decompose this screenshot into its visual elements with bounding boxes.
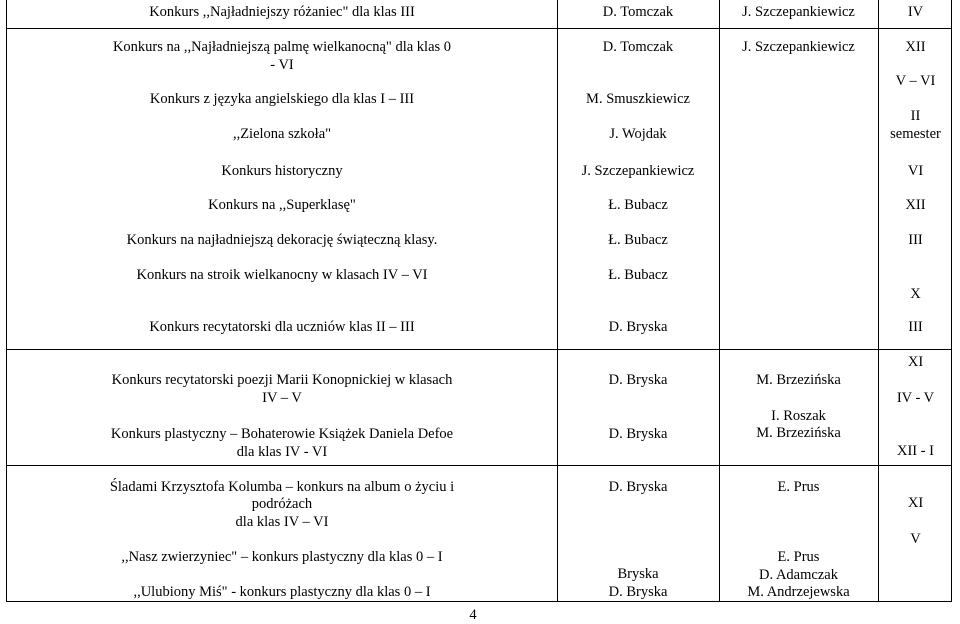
month-value: XII [905,39,926,55]
month-value: IV [907,4,924,20]
month-value: V [910,531,921,547]
teacher-name: D. Bryska [608,584,668,600]
contest-name-continued: podróżach [251,496,313,512]
contest-name-continued: - VI [270,57,294,73]
coordinator-name: J. Szczepankiewicz [742,4,855,20]
teacher-name: Ł. Bubacz [608,197,668,213]
contest-name: ,,Nasz zwierzyniec" – konkurs plastyczny dla klas 0 – I [121,549,443,565]
month-value: XII [905,197,926,213]
teacher-name: D. Bryska [608,426,668,442]
month-value: IV - V [896,390,935,406]
row-divider [7,349,951,350]
row-divider [7,465,951,466]
teacher-name: D. Tomczak [602,39,674,55]
contest-name: Konkurs recytatorski dla uczniów klas II – III [149,319,415,335]
teacher-name: Ł. Bubacz [608,232,668,248]
teacher-name: M. Smuszkiewicz [586,91,690,107]
contest-name: ,,Zielona szkoła" [232,126,332,142]
coordinator-name: M. Andrzejewska [747,584,850,600]
contest-name: Konkurs na stroik wielkanocny w klasach IV – VI [136,267,428,283]
month-value: VI [907,163,924,179]
coordinator-name: M. Brzezińska [756,372,841,388]
coordinator-name: M. Brzezińska [756,425,841,441]
contest-name: ,,Ulubiony Miś" - konkurs plastyczny dla klas 0 – I [133,584,431,600]
teacher-name: Ł. Bubacz [608,267,668,283]
teacher-name: Bryska [617,566,659,582]
month-value: X [910,286,921,302]
contest-name: Konkurs na najładniejszą dekorację świąteczną klasy. [126,232,438,248]
contest-name: Konkurs historyczny [221,163,343,179]
coordinator-name: D. Adamczak [759,567,838,583]
coordinator-name: E. Prus [777,479,820,495]
contest-name: Śladami Krzysztofa Kolumba – konkurs na album o życiu i [109,479,455,495]
contest-name-continued: dla klas IV - VI [236,444,328,460]
month-value: II [910,108,921,124]
teacher-name: D. Bryska [608,319,668,335]
teacher-name: D. Bryska [608,372,668,388]
contest-name-continued: IV – V [262,390,302,406]
contest-name: Konkurs ,,Najładniejszy różaniec" dla klas III [149,4,415,20]
month-value: XI [907,495,924,511]
contest-name: Konkurs na ,,Najładniejszą palmę wielkanocną" dla klas 0 [112,39,452,55]
month-value: III [908,319,923,335]
column-divider [719,0,720,601]
coordinator-name: J. Szczepankiewicz [742,39,855,55]
coordinator-name: E. Prus [777,549,820,565]
contest-name-continued: dla klas IV – VI [235,514,329,530]
page-number: 4 [469,607,477,623]
contest-table [6,0,952,602]
month-value: XII - I [896,443,935,459]
teacher-name: D. Tomczak [602,4,674,20]
month-value-continued: semester [890,126,941,142]
month-value: V – VI [895,73,936,89]
contest-name: Konkurs z języka angielskiego dla klas I – III [149,91,415,107]
teacher-name: D. Bryska [608,479,668,495]
month-value: XI [907,354,924,370]
contest-name: Konkurs plastyczny – Bohaterowie Książek Daniela Defoe [110,426,454,442]
teacher-name: J. Wojdak [609,126,667,142]
month-value: III [908,232,923,248]
contest-name: Konkurs recytatorski poezji Marii Konopnickiej w klasach [111,372,453,388]
coordinator-name: I. Roszak [771,408,826,424]
row-divider [7,28,951,29]
teacher-name: J. Szczepankiewicz [581,163,695,179]
contest-name: Konkurs na ,,Superklasę" [208,197,356,213]
